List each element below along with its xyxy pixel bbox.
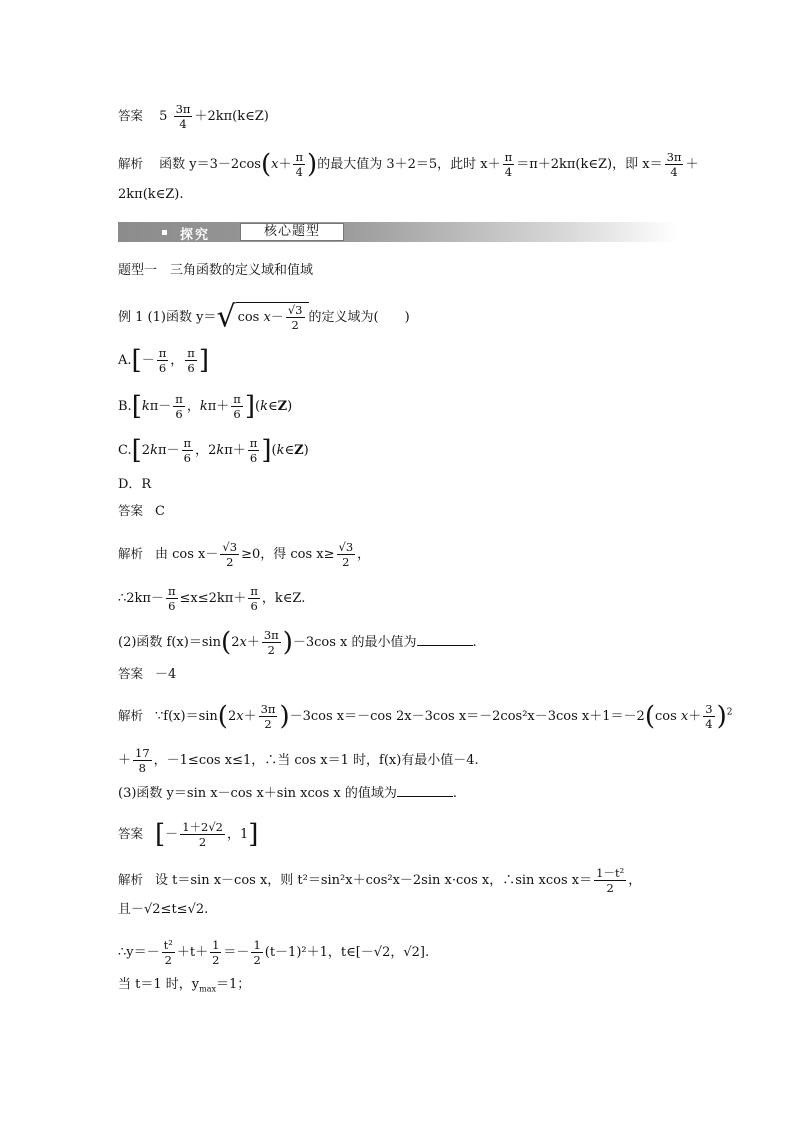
q3-analysis-line3: ∴y＝－ $\frac{\text{t²}}{2}$ ＋t＋ $\frac{1}{2}$ ＝－ $\frac{1}{2}$ (t－1)²＋1，t∈[－√2，√2].	[118, 938, 430, 967]
analysis-1-line: 解析 函数 y＝3－2cos(x＋ $\frac{\pi}{4}$ )的最大值为 3＋2＝5，此时 x＋ $\frac{\pi}{4}$ ＝π＋2kπ(k∈Z)，即 x＝ $\frac{3\pi}{4}$ ＋	[118, 149, 699, 180]
section-banner	[118, 222, 678, 242]
q2-analysis-line1: 解析 ∵f(x)＝sin(2x＋ $\frac{3\pi}{2}$ )－3cos x＝－cos 2x－3cos x＝－2cos²x－3cos x＋1＝－2(cos x＋ $\frac{3}{4}$ )$^2$	[118, 701, 733, 732]
answer-value: 5	[159, 109, 168, 124]
banner-right-text: 核心题型	[240, 223, 344, 241]
answer-1-line	[118, 102, 269, 131]
option-d: D．R	[118, 477, 152, 492]
q3-analysis-line1: 解析 设 t＝sin x－cos x，则 t²＝sin²x＋cos²x－2sin x·cos x，∴sin xcos x＝ $\frac{\text{1－t²}}{2}$ ，	[118, 866, 642, 895]
example-1-answer	[118, 505, 165, 518]
q2-analysis-line2: ＋ $\frac{17}{8}$ ，－1≤cos x≤1，∴当 cos x＝1 时，f(x)有最小值－4.	[118, 746, 479, 775]
answer-label: 答案	[118, 108, 144, 123]
question-text: 例 1 (1)函数 y＝	[118, 310, 217, 325]
answer-blank	[397, 786, 453, 797]
analysis-label: 解析	[118, 156, 144, 171]
q2-line: (2)函数 f(x)＝sin(2x＋ $\frac{3\pi}{2}$ )－3cos x 的最小值为 .	[118, 627, 477, 658]
square-bullet-icon	[162, 230, 167, 235]
analysis-1-cont: 2kπ(k∈Z).	[118, 187, 184, 202]
answer-value: C	[155, 504, 165, 519]
question-text: (3)函数 y＝sin x－cos x＋sin xcos x 的值域为	[118, 786, 397, 801]
option-b: B.[kπ－ $\frac{\pi}{6}$ ，kπ＋ $\frac{\pi}{6}$ ](k∈Z)	[118, 391, 293, 422]
answer-blank	[417, 635, 473, 646]
q3-answer: 答案 [－ $\frac{1+2√2}{2}$ ，1]	[118, 819, 259, 850]
analysis-label: 解析	[118, 546, 144, 561]
type-1-title: 题型一 三角函数的定义域和值域	[118, 263, 314, 278]
option-a: A.[－ $\frac{\pi}{6}$ ， $\frac{\pi}{6}$ ]	[118, 345, 209, 376]
answer-label: 答案	[118, 826, 144, 841]
q3-line: (3)函数 y＝sin x－cos x＋sin xcos x 的值域为 .	[118, 786, 457, 801]
q2-answer	[118, 668, 176, 681]
q3-analysis-line4: 当 t＝1 时，$y_{max}=1$；	[118, 977, 251, 994]
analysis-label: 解析	[118, 872, 144, 887]
fraction: $\frac{3\pi}{4}$	[175, 102, 191, 131]
analysis-label: 解析	[118, 708, 144, 723]
question-text: (2)函数 f(x)＝sin	[118, 635, 222, 650]
analysis-text: 函数 y＝3－2cos	[159, 157, 261, 172]
option-c: C.[2kπ－ $\frac{\pi}{6}$ ，2kπ＋ $\frac{\pi}{6}$ ](k∈Z)	[118, 435, 309, 466]
answer-label: 答案	[118, 666, 144, 681]
q3-analysis-line2: 且－√2≤t≤√2.	[118, 902, 209, 917]
banner-left-text: 探究	[180, 228, 211, 243]
answer-value: －4	[155, 667, 177, 682]
example-1-analysis-line2: ∴2kπ－ $\frac{\pi}{6}$ ≤x≤2kπ＋ $\frac{\pi}{6}$ ，k∈Z.	[118, 584, 306, 613]
analysis-text: 的最大值为 3＋2＝5，此时 x＋	[317, 157, 501, 172]
question-text: －3cos x 的最小值为	[292, 635, 417, 650]
analysis-text: ＝π＋2kπ(k∈Z)，即 x＝	[516, 157, 663, 172]
answer-expr: ＋2kπ(k∈Z)	[194, 109, 269, 124]
example-1-analysis-line1: 解析 由 cos x－ $\frac{√3}{2}$ ≥0，得 cos x≥ $\frac{√3}{2}$ ，	[118, 540, 371, 569]
question-text: 的定义域为( )	[308, 310, 410, 325]
example-1-q1: 例 1 (1)函数 y＝√ cos x－ $\frac{√3}{2}$ 的定义域为( )	[118, 299, 410, 335]
answer-label: 答案	[118, 503, 144, 518]
